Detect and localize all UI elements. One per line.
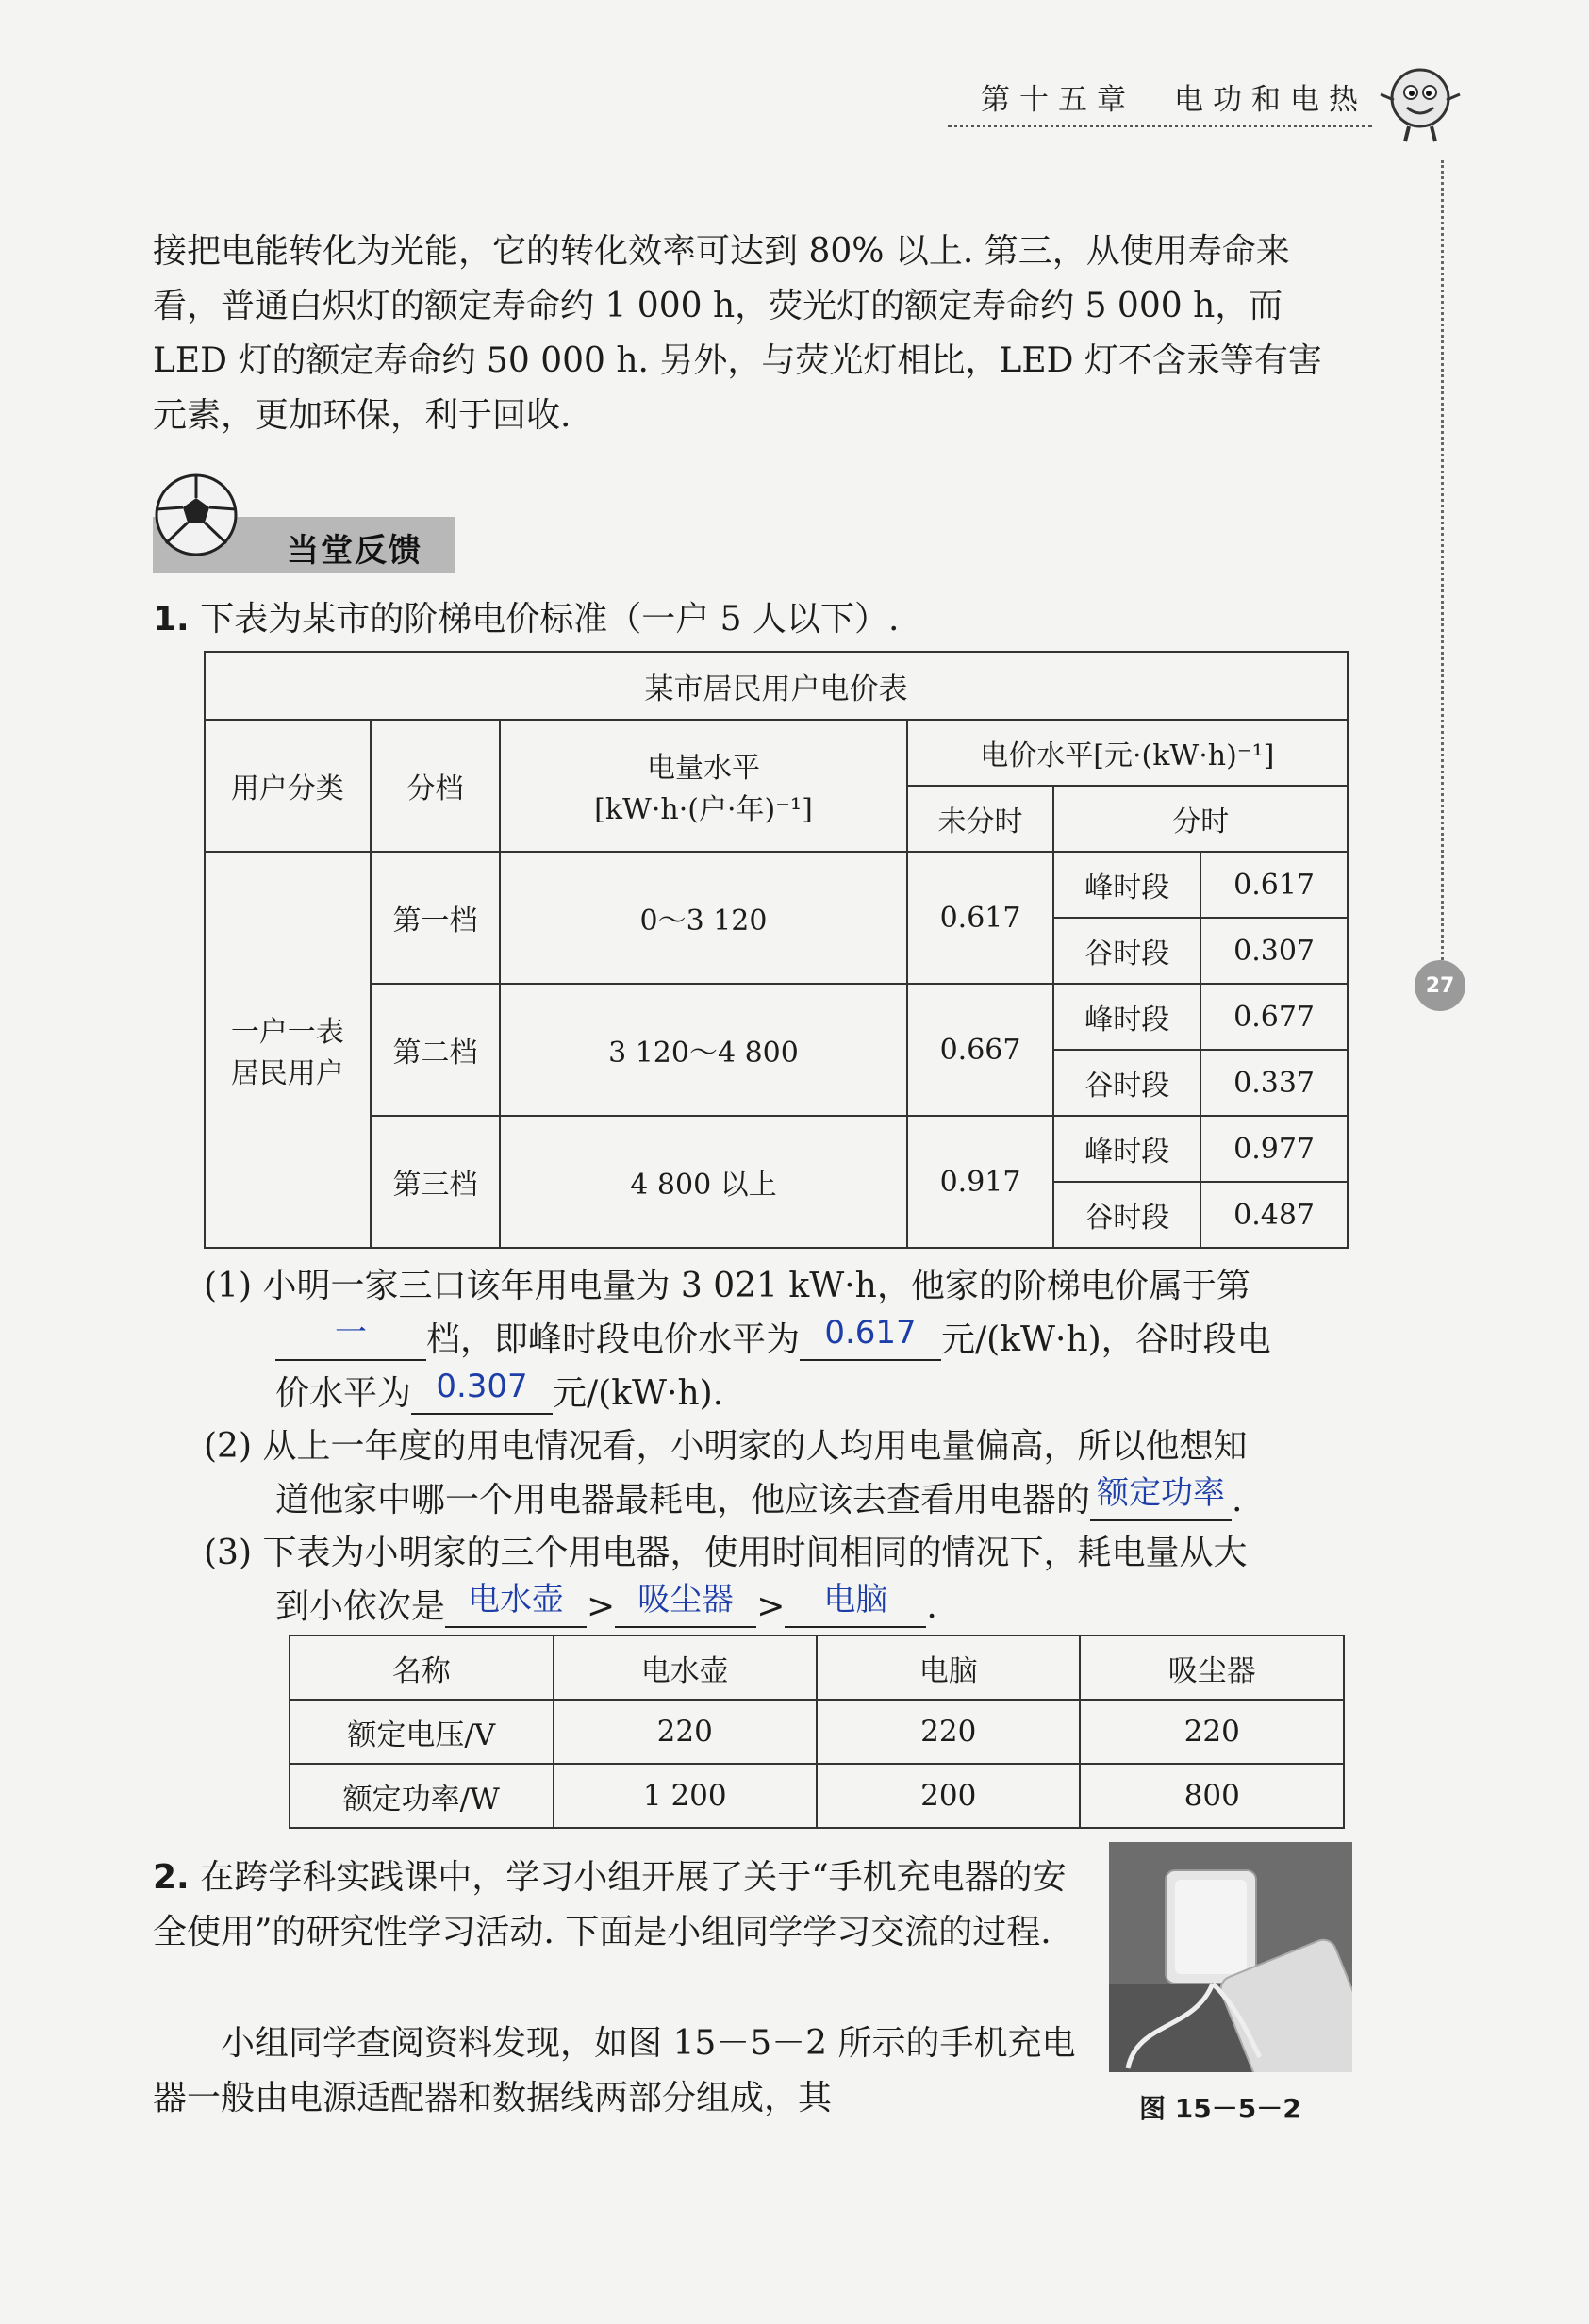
sub-label: (2)	[204, 1427, 252, 1466]
table-title: 某市居民用户电价表	[205, 652, 1348, 720]
tier-cell: 第一档	[371, 852, 501, 984]
sub-question-1	[204, 1259, 1350, 1420]
sub-text: 价水平为	[275, 1374, 412, 1413]
electricity-price-table	[204, 651, 1349, 1249]
header-price-level: 电价水平[元·(kW·h)⁻¹]	[907, 720, 1348, 786]
answer-blank-peak[interactable]	[800, 1314, 941, 1361]
sub-label: (1)	[204, 1267, 252, 1305]
table-cell: 220	[817, 1700, 1080, 1764]
valley-label-cell: 谷时段	[1053, 1182, 1200, 1248]
table-cell: 220	[554, 1700, 817, 1764]
handwritten-answer: 电水壶	[468, 1581, 565, 1618]
sub-question-2	[204, 1419, 1350, 1527]
table-cell: 200	[817, 1764, 1080, 1828]
mascot-icon	[1375, 57, 1465, 147]
valley-price-cell: 0.307	[1200, 918, 1348, 984]
header-divider	[948, 124, 1372, 127]
answer-blank-valley[interactable]	[411, 1368, 553, 1415]
header-tier: 分档	[371, 720, 501, 852]
range-cell: 0～3 120	[500, 852, 906, 984]
sub-text: 道他家中哪一个用电器最耗电，他应该去查看用电器的	[275, 1481, 1091, 1519]
greater-than-sign: >	[756, 1587, 786, 1626]
question-2	[153, 1851, 1086, 1960]
table-header-cell: 吸尘器	[1080, 1635, 1344, 1700]
answer-blank-third[interactable]	[785, 1581, 926, 1628]
sub-text: 小明一家三口该年用电量为 3 021 kW·h，他家的阶梯电价属于第	[262, 1267, 1250, 1305]
table-header-cell: 电脑	[817, 1635, 1080, 1700]
sub-text: 元/(kW·h).	[553, 1374, 724, 1413]
question-text: 下表为某市的阶梯电价标准（一户 5 人以下）.	[200, 600, 900, 639]
usage-level-label: 电量水平	[646, 752, 760, 785]
section-title: 当堂反馈	[287, 532, 422, 570]
page-number-badge: 27	[1415, 960, 1465, 1011]
question-number: 1.	[153, 600, 190, 639]
sub-text: 下表为小明家的三个用电器，使用时间相同的情况下，耗电量从大	[262, 1534, 1248, 1572]
table-header-cell: 电水壶	[554, 1635, 817, 1700]
sub-text: 到小依次是	[275, 1587, 446, 1626]
answer-blank-second[interactable]	[615, 1581, 756, 1628]
question-2-paragraph: 小组同学查阅资料发现，如图 15－5－2 所示的手机充电器一般由电源适配器和数据线两部分组成，其	[153, 2024, 1076, 2117]
answer-blank-tier[interactable]	[275, 1314, 426, 1361]
flat-price-cell: 0.667	[907, 984, 1054, 1116]
question-1	[153, 592, 899, 640]
valley-label-cell: 谷时段	[1053, 1050, 1200, 1116]
phone-charger-photo	[1109, 1842, 1352, 2072]
flat-price-cell: 0.917	[907, 1116, 1054, 1248]
answer-blank-rated-power[interactable]	[1090, 1474, 1232, 1521]
range-cell: 3 120～4 800	[500, 984, 906, 1116]
appliance-table	[289, 1635, 1345, 1829]
margin-divider	[1441, 160, 1444, 971]
table-row	[290, 1764, 1344, 1828]
valley-price-cell: 0.487	[1200, 1182, 1348, 1248]
header-usage-level	[500, 720, 906, 852]
table-cell: 800	[1080, 1764, 1344, 1828]
sub-label: (3)	[204, 1534, 252, 1572]
question-number: 2.	[153, 1858, 190, 1897]
flat-price-cell: 0.617	[907, 852, 1054, 984]
usage-level-unit: [kW·h·(户·年)⁻¹]	[594, 793, 813, 826]
table-cell: 额定功率/W	[290, 1764, 554, 1828]
handwritten-answer: 一	[335, 1314, 367, 1352]
valley-label-cell: 谷时段	[1053, 918, 1200, 984]
user-category-line-2: 居民用户	[230, 1057, 344, 1090]
header-tou: 分时	[1053, 786, 1348, 852]
header-user-type: 用户分类	[205, 720, 371, 852]
header-non-tou: 未分时	[907, 786, 1054, 852]
handwritten-answer: 吸尘器	[637, 1581, 735, 1618]
sub-text: 从上一年度的用电情况看，小明家的人均用电量偏高，所以他想知	[262, 1427, 1248, 1466]
handwritten-answer: 电脑	[823, 1581, 888, 1618]
tier-cell: 第三档	[371, 1116, 501, 1248]
sub-text: .	[926, 1587, 937, 1626]
table-cell: 1 200	[554, 1764, 817, 1828]
peak-label-cell: 峰时段	[1053, 1116, 1200, 1182]
peak-price-cell: 0.977	[1200, 1116, 1348, 1182]
sub-text: .	[1232, 1481, 1243, 1519]
table-header-cell: 名称	[290, 1635, 554, 1700]
user-category-cell	[205, 852, 371, 1248]
table-row	[290, 1700, 1344, 1764]
answer-blank-first[interactable]	[445, 1581, 587, 1628]
peak-price-cell: 0.617	[1200, 852, 1348, 918]
soccer-ball-icon	[153, 472, 240, 558]
greater-than-sign: >	[587, 1587, 616, 1626]
sub-text: 元/(kW·h)，谷时段电	[941, 1320, 1271, 1359]
table-row	[290, 1635, 1344, 1700]
user-category-line-1: 一户一表	[230, 1016, 344, 1049]
valley-price-cell: 0.337	[1200, 1050, 1348, 1116]
chapter-title: 第十五章 电功和电热	[981, 83, 1367, 117]
sub-question-3	[204, 1526, 1350, 1634]
table-cell: 额定电压/V	[290, 1700, 554, 1764]
handwritten-answer: 额定功率	[1097, 1474, 1226, 1512]
tier-cell: 第二档	[371, 984, 501, 1116]
sub-text: 档，即峰时段电价水平为	[426, 1320, 801, 1359]
intro-paragraph: 接把电能转化为光能，它的转化效率可达到 80% 以上. 第三，从使用寿命来看，普通白炽灯的额定寿命约 1 000 h，荧光灯的额定寿命约 5 000 h，而 LED 灯的额定寿命约 50 000 h. 另外，与荧光灯相比，LED 灯不含汞等有害元素，更加环保，利于回收.	[153, 232, 1322, 435]
handwritten-answer: 0.307	[436, 1368, 528, 1405]
peak-price-cell: 0.677	[1200, 984, 1348, 1050]
range-cell: 4 800 以上	[500, 1116, 906, 1248]
peak-label-cell: 峰时段	[1053, 984, 1200, 1050]
peak-label-cell: 峰时段	[1053, 852, 1200, 918]
table-cell: 220	[1080, 1700, 1344, 1764]
figure-caption: 图 15－5－2	[1139, 2093, 1301, 2124]
question-text: 在跨学科实践课中，学习小组开展了关于“手机充电器的安全使用”的研究性学习活动. 下面是小组同学学习交流的过程.	[153, 1858, 1067, 1951]
section-banner	[153, 509, 455, 575]
handwritten-answer: 0.617	[824, 1314, 917, 1352]
